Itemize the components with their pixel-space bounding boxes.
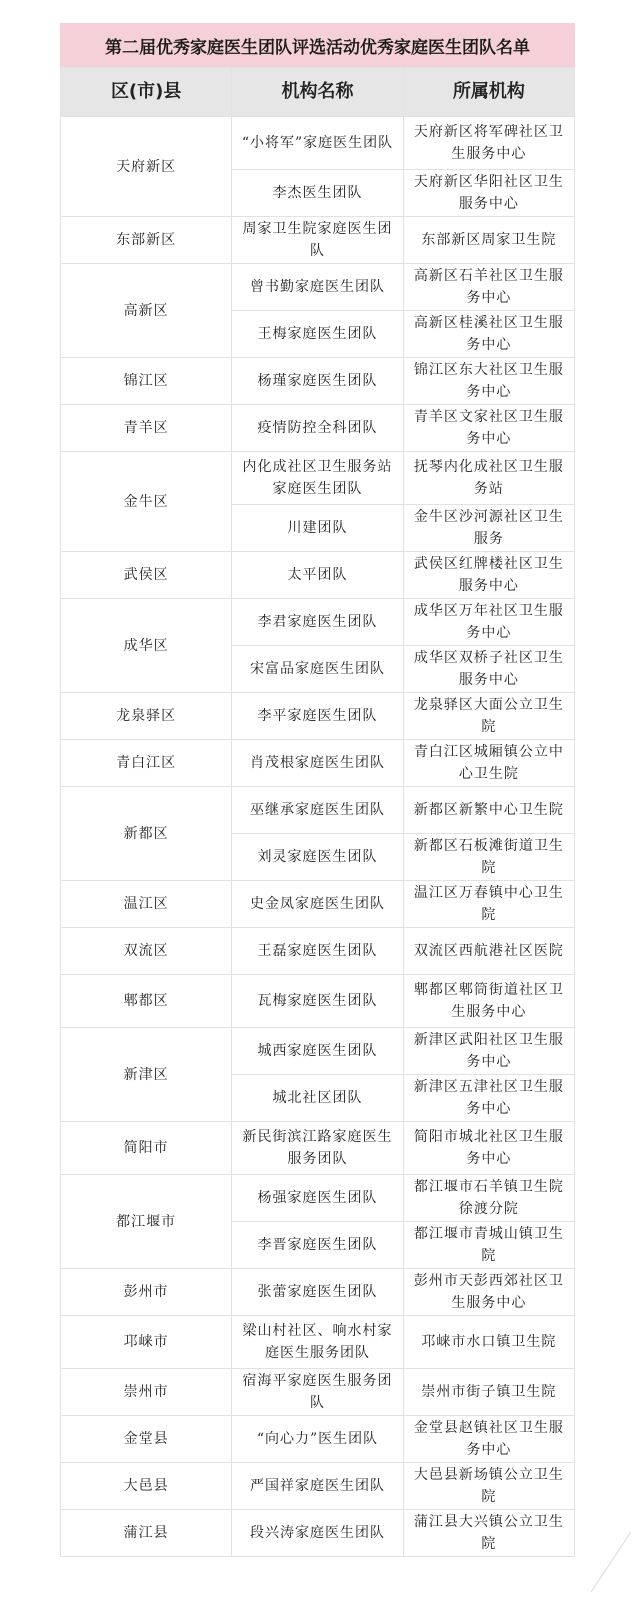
table-row — [61, 693, 575, 740]
team-name-cell: 宋富品家庭医生团队 — [232, 646, 403, 693]
affiliated-org-cell: 天府新区华阳社区卫生服务中心 — [403, 170, 574, 217]
affiliated-org-cell: 郫都区郫筒街道社区卫生服务中心 — [403, 975, 574, 1028]
affiliated-org-cell: 新都区石板滩街道卫生院 — [403, 834, 574, 881]
affiliated-org-cell: 青羊区文家社区卫生服务中心 — [403, 405, 574, 452]
team-name-cell: 王梅家庭医生团队 — [232, 311, 403, 358]
table-row — [61, 1122, 575, 1175]
team-name-cell: 瓦梅家庭医生团队 — [232, 975, 403, 1028]
table-row — [61, 1175, 575, 1222]
affiliated-org-cell: 高新区桂溪社区卫生服务中心 — [403, 311, 574, 358]
affiliated-org-cell: 锦江区东大社区卫生服务中心 — [403, 358, 574, 405]
table-row — [61, 975, 575, 1028]
affiliated-org-cell: 金堂县赵镇社区卫生服务中心 — [403, 1416, 574, 1463]
affiliated-org-cell: 武侯区红牌楼社区卫生服务中心 — [403, 552, 574, 599]
table-row — [61, 405, 575, 452]
table-row — [61, 787, 575, 834]
team-name-cell: 曾书勤家庭医生团队 — [232, 264, 403, 311]
table-row — [61, 452, 575, 505]
affiliated-org-cell: 邛崃市水口镇卫生院 — [403, 1316, 574, 1369]
team-name-cell: 段兴涛家庭医生团队 — [232, 1510, 403, 1557]
district-cell: 大邑县 — [61, 1463, 232, 1510]
team-name-cell: 巫继承家庭医生团队 — [232, 787, 403, 834]
team-name-cell: 李晋家庭医生团队 — [232, 1222, 403, 1269]
table-row — [61, 1369, 575, 1416]
table-row — [61, 1316, 575, 1369]
affiliated-org-cell: 青白江区城厢镇公立中心卫生院 — [403, 740, 574, 787]
team-name-cell: 刘灵家庭医生团队 — [232, 834, 403, 881]
team-name-cell: “向心力”医生团队 — [232, 1416, 403, 1463]
table-row — [61, 1028, 575, 1075]
table-row — [61, 599, 575, 646]
table-row — [61, 117, 575, 170]
team-table — [60, 67, 575, 1557]
affiliated-org-cell: 新津区武阳社区卫生服务中心 — [403, 1028, 574, 1075]
table-row — [61, 217, 575, 264]
district-cell: 青白江区 — [61, 740, 232, 787]
affiliated-org-cell: 都江堰市青城山镇卫生院 — [403, 1222, 574, 1269]
district-cell: 邛崃市 — [61, 1316, 232, 1369]
district-cell: 新都区 — [61, 787, 232, 881]
table-row — [61, 1416, 575, 1463]
affiliated-org-cell: 都江堰市石羊镇卫生院徐渡分院 — [403, 1175, 574, 1222]
table-row — [61, 881, 575, 928]
district-cell: 高新区 — [61, 264, 232, 358]
district-cell: 金牛区 — [61, 452, 232, 552]
team-name-cell: 城西家庭医生团队 — [232, 1028, 403, 1075]
team-name-cell: 疫情防控全科团队 — [232, 405, 403, 452]
affiliated-org-cell: 大邑县新场镇公立卫生院 — [403, 1463, 574, 1510]
team-name-cell: 太平团队 — [232, 552, 403, 599]
district-cell: 武侯区 — [61, 552, 232, 599]
team-name-cell: 周家卫生院家庭医生团队 — [232, 217, 403, 264]
header-district: 区(市)县 — [61, 68, 232, 117]
page-title: 第二届优秀家庭医生团队评选活动优秀家庭医生团队名单 — [60, 23, 575, 67]
affiliated-org-cell: 成华区双桥子社区卫生服务中心 — [403, 646, 574, 693]
table-row — [61, 928, 575, 975]
affiliated-org-cell: 天府新区将军碑社区卫生服务中心 — [403, 117, 574, 170]
table-row — [61, 358, 575, 405]
affiliated-org-cell: 高新区石羊社区卫生服务中心 — [403, 264, 574, 311]
table-row — [61, 1510, 575, 1557]
team-name-cell: 杨瑾家庭医生团队 — [232, 358, 403, 405]
team-name-cell: 张蕾家庭医生团队 — [232, 1269, 403, 1316]
table-row — [61, 1463, 575, 1510]
table-row — [61, 740, 575, 787]
affiliated-org-cell: 新都区新繁中心卫生院 — [403, 787, 574, 834]
table-row — [61, 552, 575, 599]
corner-decoration — [591, 1532, 631, 1592]
team-name-cell: 李平家庭医生团队 — [232, 693, 403, 740]
team-name-cell: 新民街滨江路家庭医生服务团队 — [232, 1122, 403, 1175]
team-name-cell: “小将军”家庭医生团队 — [232, 117, 403, 170]
team-name-cell: 梁山村社区、响水村家庭医生服务团队 — [232, 1316, 403, 1369]
district-cell: 温江区 — [61, 881, 232, 928]
team-name-cell: 川建团队 — [232, 505, 403, 552]
team-name-cell: 王磊家庭医生团队 — [232, 928, 403, 975]
affiliated-org-cell: 彭州市天彭西郊社区卫生服务中心 — [403, 1269, 574, 1316]
table-body — [61, 117, 575, 1557]
affiliated-org-cell: 蒲江县大兴镇公立卫生院 — [403, 1510, 574, 1557]
district-cell: 龙泉驿区 — [61, 693, 232, 740]
team-name-cell: 宿海平家庭医生服务团队 — [232, 1369, 403, 1416]
team-name-cell: 内化成社区卫生服务站家庭医生团队 — [232, 452, 403, 505]
district-cell: 双流区 — [61, 928, 232, 975]
district-cell: 锦江区 — [61, 358, 232, 405]
team-name-cell: 城北社区团队 — [232, 1075, 403, 1122]
affiliated-org-cell: 新津区五津社区卫生服务中心 — [403, 1075, 574, 1122]
district-cell: 青羊区 — [61, 405, 232, 452]
team-name-cell: 杨强家庭医生团队 — [232, 1175, 403, 1222]
district-cell: 崇州市 — [61, 1369, 232, 1416]
district-cell: 成华区 — [61, 599, 232, 693]
district-cell: 新津区 — [61, 1028, 232, 1122]
team-name-cell: 李君家庭医生团队 — [232, 599, 403, 646]
district-cell: 金堂县 — [61, 1416, 232, 1463]
team-name-cell: 史金凤家庭医生团队 — [232, 881, 403, 928]
district-cell: 郫都区 — [61, 975, 232, 1028]
team-name-cell: 李杰医生团队 — [232, 170, 403, 217]
district-cell: 天府新区 — [61, 117, 232, 217]
affiliated-org-cell: 双流区西航港社区医院 — [403, 928, 574, 975]
affiliated-org-cell: 金牛区沙河源社区卫生服务 — [403, 505, 574, 552]
affiliated-org-cell: 崇州市街子镇卫生院 — [403, 1369, 574, 1416]
district-cell: 东部新区 — [61, 217, 232, 264]
district-cell: 蒲江县 — [61, 1510, 232, 1557]
affiliated-org-cell: 抚琴内化成社区卫生服务站 — [403, 452, 574, 505]
affiliated-org-cell: 东部新区周家卫生院 — [403, 217, 574, 264]
district-cell: 彭州市 — [61, 1269, 232, 1316]
table-header-row — [61, 68, 575, 117]
affiliated-org-cell: 温江区万春镇中心卫生院 — [403, 881, 574, 928]
table-row — [61, 264, 575, 311]
table-row — [61, 1269, 575, 1316]
team-name-cell: 严国祥家庭医生团队 — [232, 1463, 403, 1510]
header-affiliated-org: 所属机构 — [403, 68, 574, 117]
team-name-cell: 肖茂根家庭医生团队 — [232, 740, 403, 787]
header-team-name: 机构名称 — [232, 68, 403, 117]
affiliated-org-cell: 成华区万年社区卫生服务中心 — [403, 599, 574, 646]
affiliated-org-cell: 龙泉驿区大面公立卫生院 — [403, 693, 574, 740]
district-cell: 都江堰市 — [61, 1175, 232, 1269]
district-cell: 简阳市 — [61, 1122, 232, 1175]
affiliated-org-cell: 简阳市城北社区卫生服务中心 — [403, 1122, 574, 1175]
